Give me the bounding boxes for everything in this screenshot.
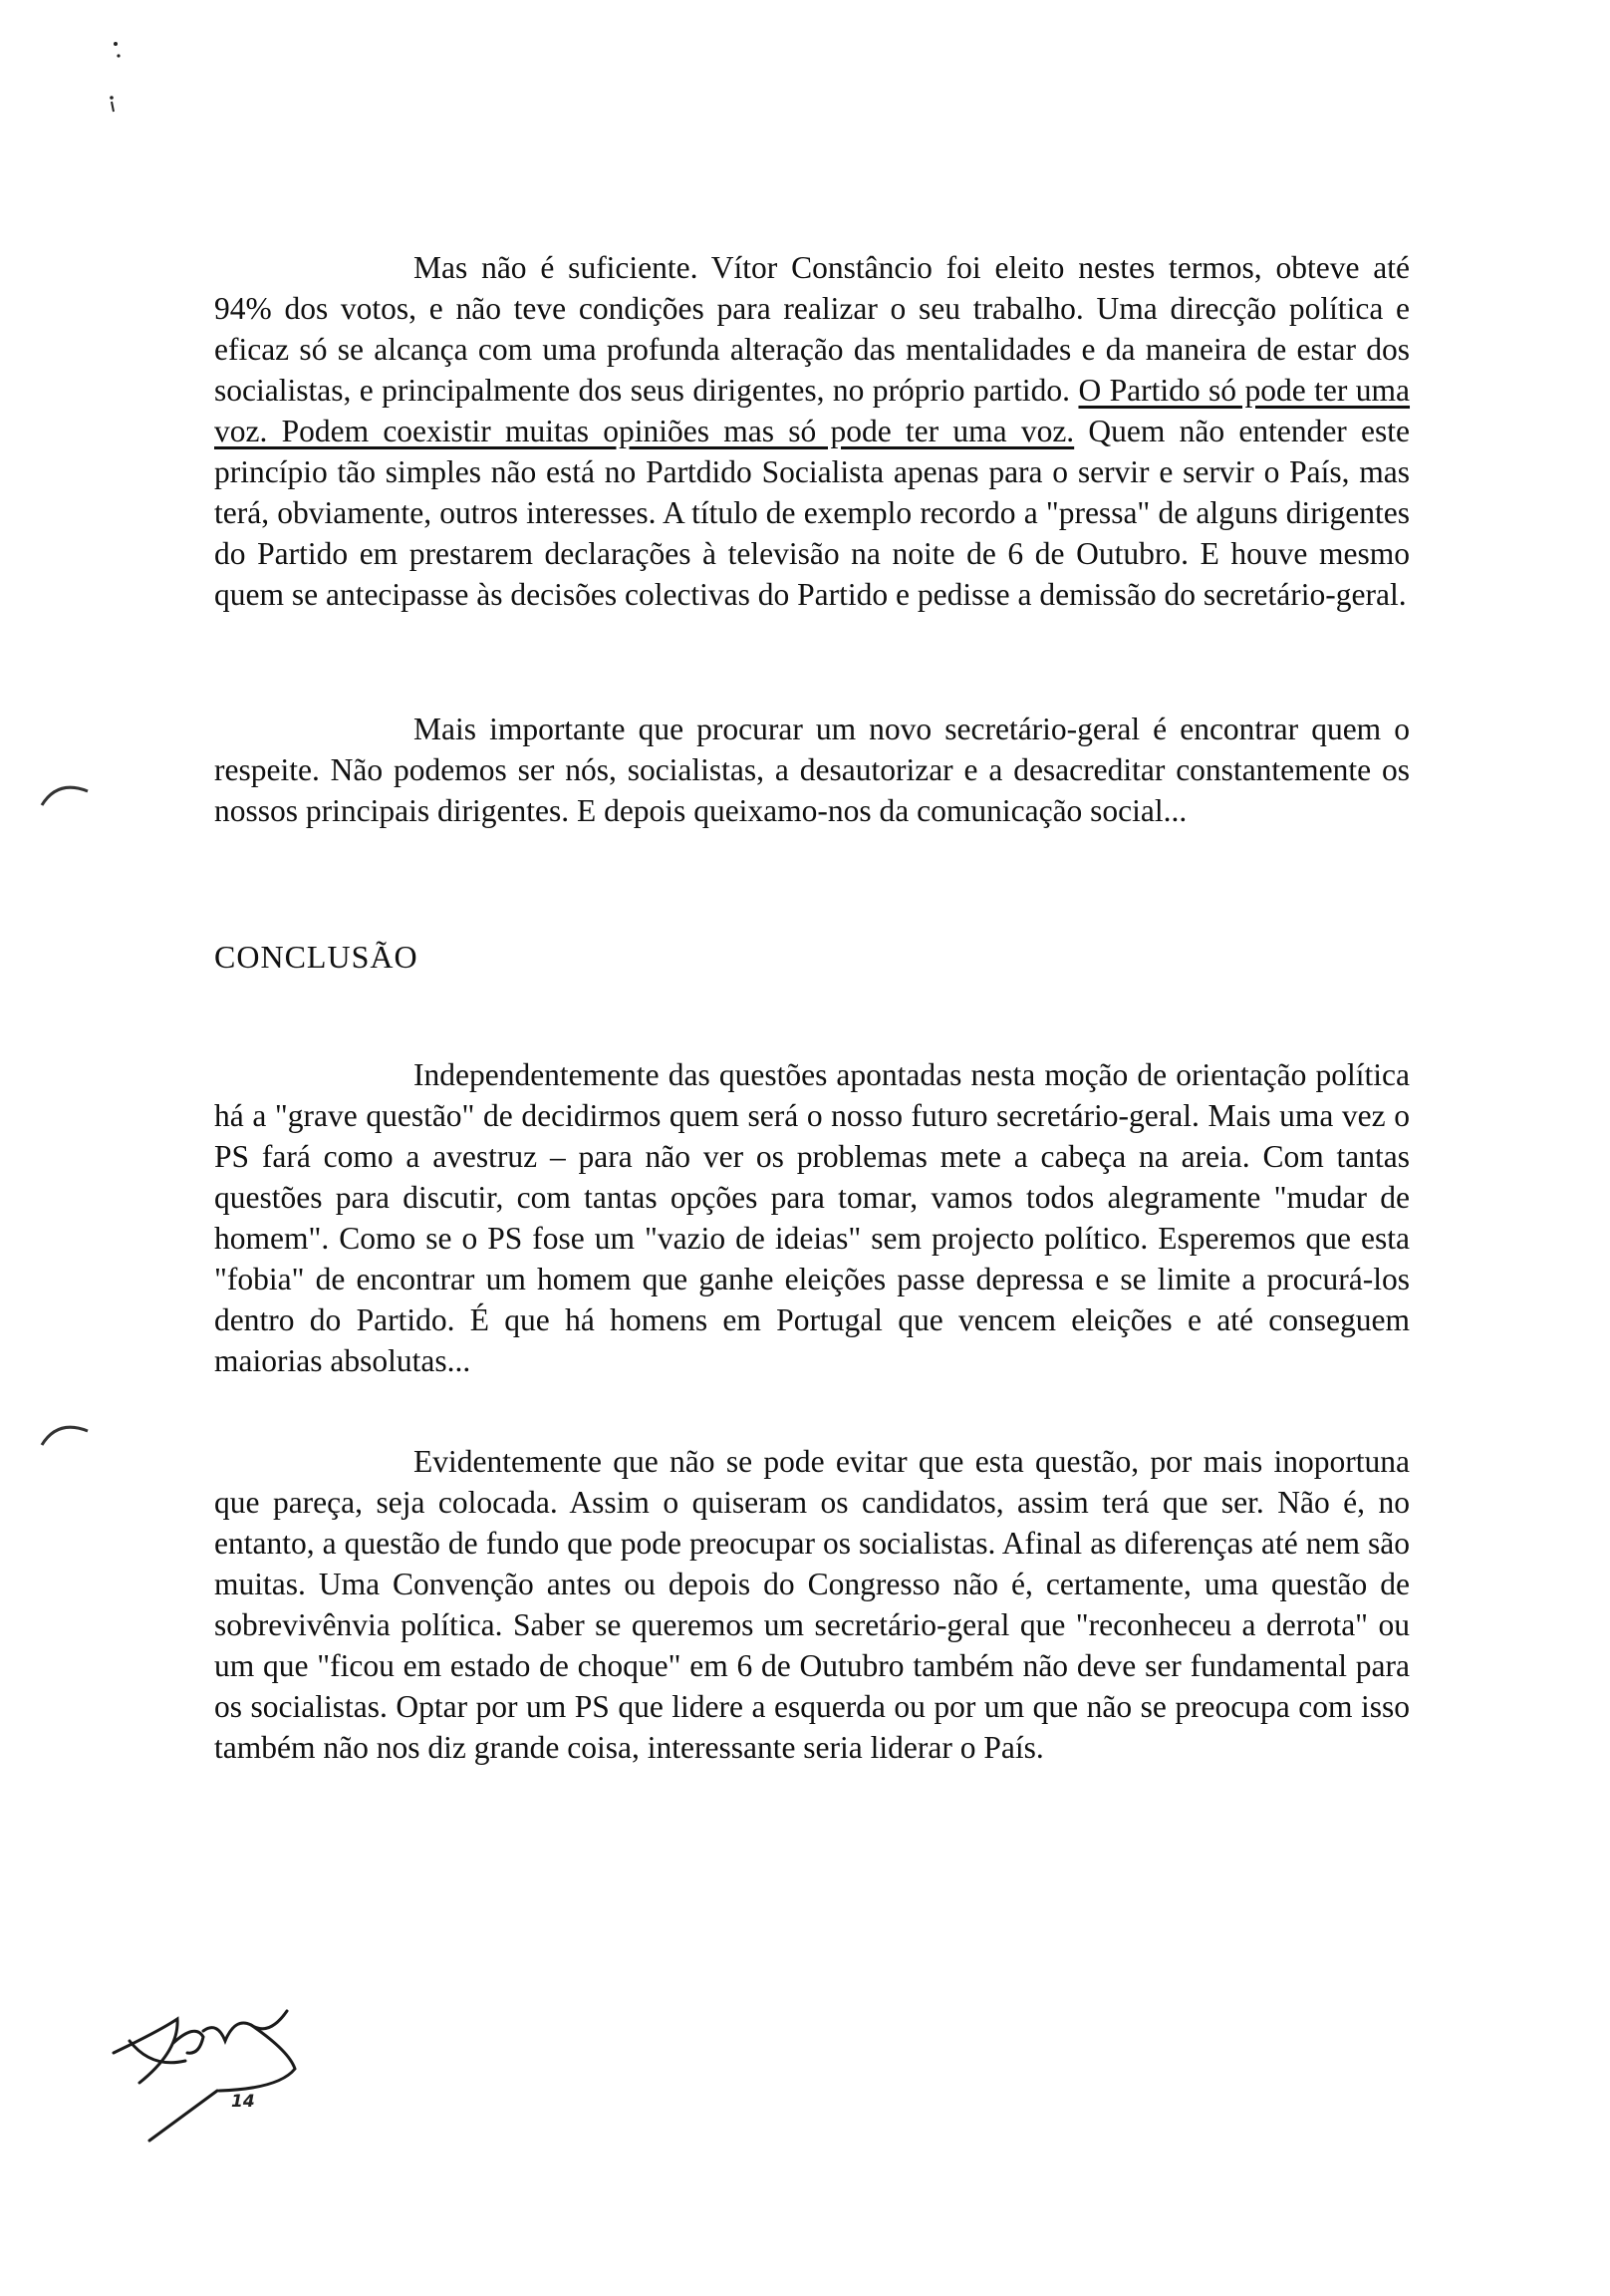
paragraph-3 <box>214 1054 1410 1381</box>
punch-hole-mark-lower <box>36 1413 96 1453</box>
paragraph-2-text: Mais importante que procurar um novo secretário-geral é encontrar quem o respeite. Não podemos ser nós, socialistas, a desautorizar e a desacreditar constantemente os nossos principais dirigentes. E depois queixamo-nos da comunicação social... <box>214 712 1410 828</box>
paragraph-4-text: Evidentemente que não se pode evitar que esta questão, por mais inoportuna que pareça, seja colocada. Assim o quiseram os candidatos, assim terá que ser. Não é, no entanto, a questão de fundo que pode preocupar os socialistas. Afinal as diferenças até nem são muitas. Uma Convenção antes ou depois do Congresso não é, certamente, uma questão de sobrevivênvia política. Saber se queremos um secretário-geral que "reconheceu a derrota" ou um que "ficou em estado de choque" em 6 de Outubro também não deve ser fundamental para os socialistas. Optar por um PS que lidere a esquerda ou por um que não se preocupa com isso também não nos diz grande coisa, interessante seria liderar o País. <box>214 1444 1410 1765</box>
paragraph-1-text-end: Quem não entender este princípio tão simples não está no Partdido Socialista apenas para o servir e servir o País, mas terá, obviamente, outros interesses. A título de exemplo recordo a "pressa" de alguns dirigentes do Partido em prestarem declarações à televisão na noite de 6 de Outubro. E houve mesmo quem se antecipasse às decisões colectivas do Partido e pedisse a demissão do secretário-geral. <box>214 414 1410 612</box>
scan-speck-mark <box>104 36 134 126</box>
paragraph-3-text: Independentemente das questões apontadas nesta moção de orientação política há a "grave questão" de decidirmos quem será o nosso futuro secretário-geral. Mais uma vez o PS fará como a avestruz – para não ver os problemas mete a cabeça na areia. Com tantas questões para discutir, com tantas opções para tomar, vamos todos alegramente "mudar de homem". Como se o PS fose um "vazio de ideias" sem projecto político. Esperemos que esta "fobia" de encontrar um homem que ganhe eleições passe depressa e se limite a procurá-los dentro do Partido. É que há homens em Portugal que vencem eleições e até conseguem maiorias absolutas... <box>214 1057 1410 1378</box>
handwritten-signature <box>100 1991 319 2151</box>
paragraph-1 <box>214 247 1410 615</box>
paragraph-4 <box>214 1441 1410 1768</box>
paragraph-2 <box>214 709 1410 831</box>
page-number: 14 <box>231 2092 255 2112</box>
section-heading: CONCLUSÃO <box>214 939 418 975</box>
underlined-statement: O Partido só pode ter uma voz. Podem coexistir muitas opiniões mas só pode ter uma voz. <box>214 373 1411 448</box>
paragraph-1-text-start: Mas não é suficiente. Vítor Constâncio foi eleito nestes termos, obteve até 94% dos votos, e não teve condições para realizar o seu trabalho. Uma direcção política e eficaz só se alcança com uma profunda alteração das mentalidades e da maneira de estar dos socialistas, e principalmente dos seus dirigentes, no próprio partido. <box>214 250 1410 408</box>
punch-hole-mark-upper <box>36 773 96 813</box>
